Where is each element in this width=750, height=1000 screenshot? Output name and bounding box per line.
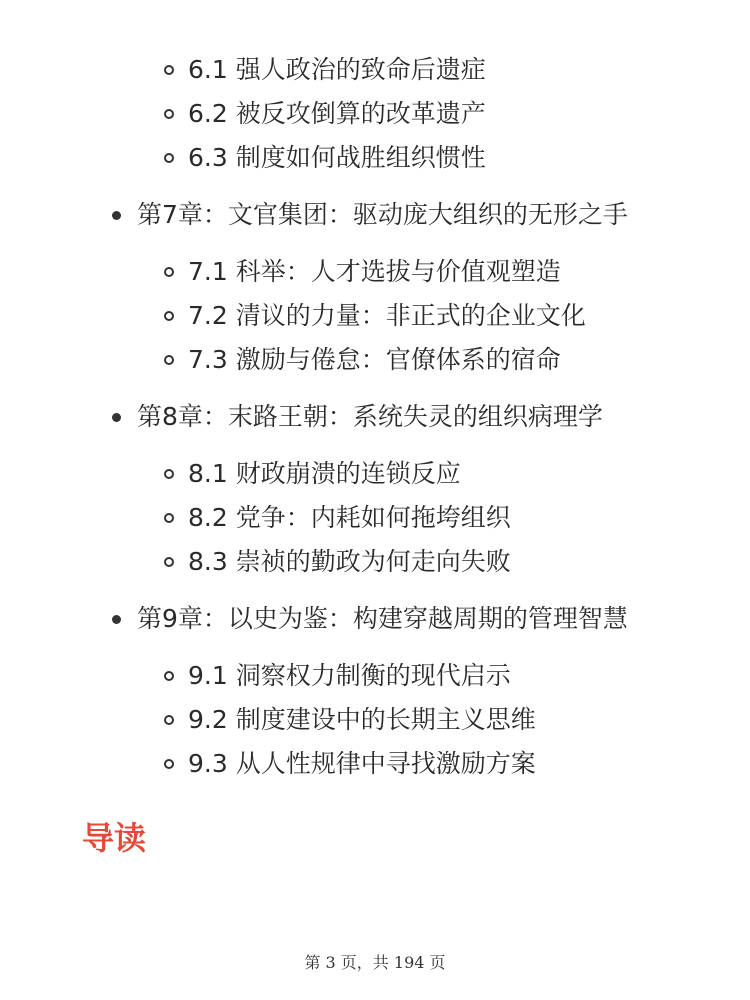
toc-section-text: 8.2 党争：内耗如何拖垮组织 [188,503,511,532]
toc-section-text: 8.1 财政崩溃的连锁反应 [188,459,461,488]
toc-chapter-9 [112,602,628,636]
toc-section-8-2 [164,501,511,535]
dot-bullet-icon [112,413,121,422]
circle-bullet-icon [164,557,174,567]
toc-section-text: 7.3 激励与倦怠：官僚体系的宿命 [188,345,561,374]
toc-section-7-2 [164,299,586,333]
circle-bullet-icon [164,355,174,365]
toc-section-text: 9.1 洞察权力制衡的现代启示 [188,661,511,690]
circle-bullet-icon [164,513,174,523]
toc-chapter-text: 第8章：末路王朝：系统失灵的组织病理学 [137,402,603,431]
toc-section-8-1 [164,457,461,491]
toc-section-6-2 [164,97,486,131]
toc-section-8-3 [164,545,511,579]
circle-bullet-icon [164,759,174,769]
toc-chapter-text: 第9章：以史为鉴：构建穿越周期的管理智慧 [137,604,628,633]
toc-section-text: 7.2 清议的力量：非正式的企业文化 [188,301,586,330]
section-heading: 导读 [82,819,147,857]
dot-bullet-icon [112,211,121,220]
toc-section-9-2 [164,703,536,737]
circle-bullet-icon [164,469,174,479]
toc-section-text: 8.3 崇祯的勤政为何走向失败 [188,547,511,576]
circle-bullet-icon [164,715,174,725]
circle-bullet-icon [164,311,174,321]
circle-bullet-icon [164,671,174,681]
toc-chapter-7 [112,198,628,232]
circle-bullet-icon [164,267,174,277]
circle-bullet-icon [164,153,174,163]
toc-chapter-8 [112,400,603,434]
toc-section-text: 7.1 科举：人才选拔与价值观塑造 [188,257,561,286]
toc-section-6-1 [164,53,486,87]
toc-section-7-1 [164,255,561,289]
toc-section-6-3 [164,141,486,175]
toc-section-9-1 [164,659,511,693]
toc-section-text: 6.3 制度如何战胜组织惯性 [188,143,486,172]
toc-section-text: 9.3 从人性规律中寻找激励方案 [188,749,536,778]
toc-section-text: 6.2 被反攻倒算的改革遗产 [188,99,486,128]
dot-bullet-icon [112,615,121,624]
toc-section-text: 6.1 强人政治的致命后遗症 [188,55,486,84]
toc-section-9-3 [164,747,536,781]
toc-chapter-text: 第7章：文官集团：驱动庞大组织的无形之手 [137,200,628,229]
circle-bullet-icon [164,65,174,75]
page-footer: 第 3 页，共 194 页 [304,953,446,972]
toc-section-text: 9.2 制度建设中的长期主义思维 [188,705,536,734]
circle-bullet-icon [164,109,174,119]
toc-section-7-3 [164,343,561,377]
